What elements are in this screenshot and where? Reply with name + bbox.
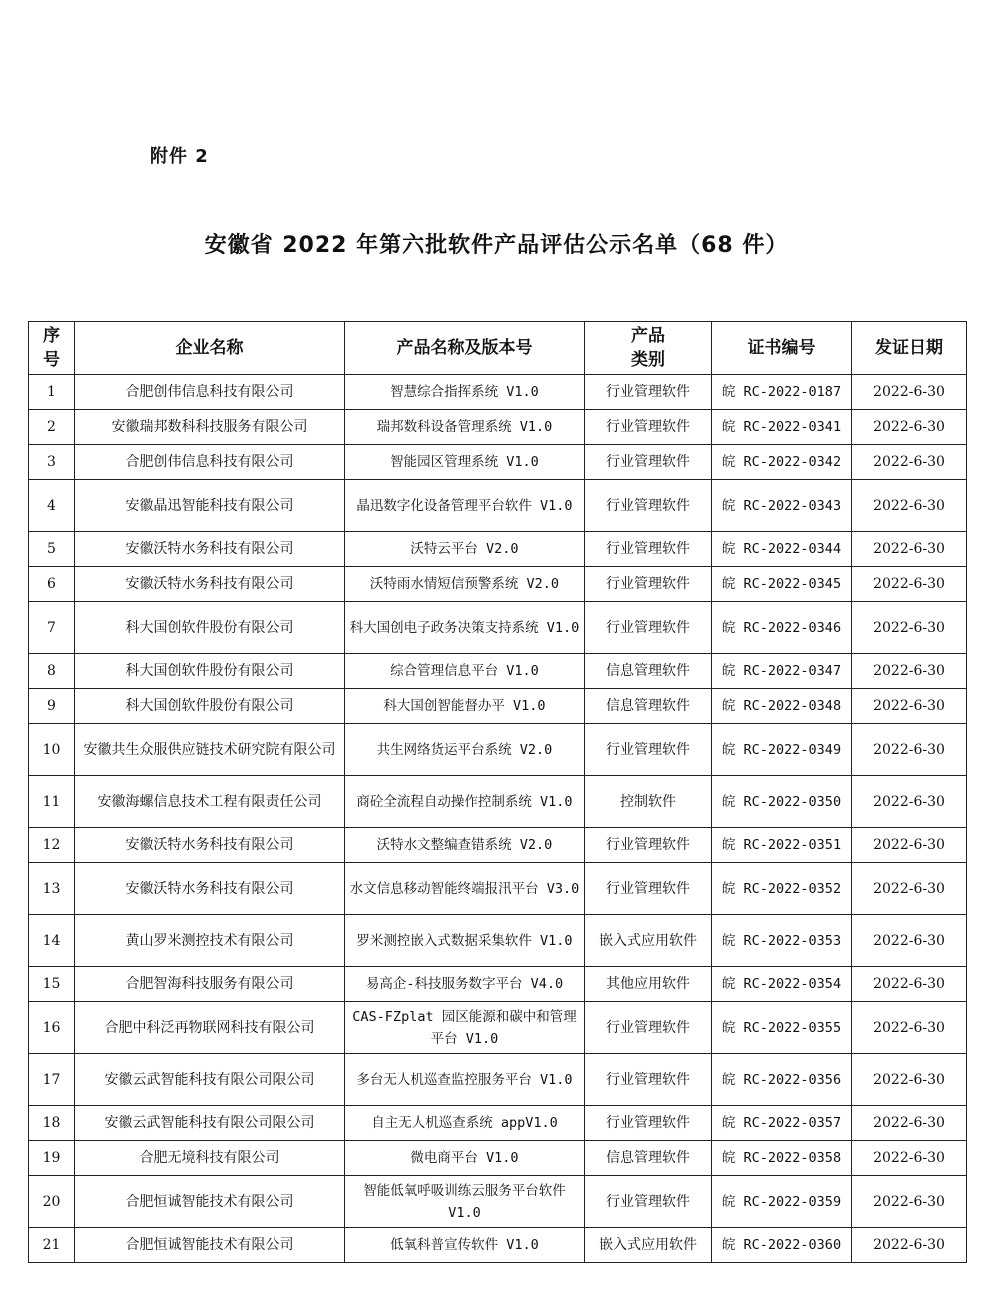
cell-cert: 皖 RC-2022-0347 — [712, 654, 852, 689]
cell-seq: 16 — [29, 1002, 75, 1054]
cell-category: 行业管理软件 — [585, 1054, 712, 1106]
cell-product: 低氧科普宣传软件 V1.0 — [345, 1228, 585, 1263]
header-date: 发证日期 — [852, 322, 967, 375]
table-row — [29, 1228, 967, 1263]
cell-company: 安徽晶迅智能科技有限公司 — [75, 480, 345, 532]
header-category-line1: 产品 — [631, 326, 665, 346]
cell-product: 沃特雨水情短信预警系统 V2.0 — [345, 567, 585, 602]
cell-seq: 11 — [29, 776, 75, 828]
cell-cert: 皖 RC-2022-0358 — [712, 1141, 852, 1176]
cell-seq: 6 — [29, 567, 75, 602]
cell-company: 合肥创伟信息科技有限公司 — [75, 445, 345, 480]
cell-company: 安徽云武智能科技有限公司限公司 — [75, 1054, 345, 1106]
cell-company: 安徽沃特水务科技有限公司 — [75, 863, 345, 915]
cell-seq: 9 — [29, 689, 75, 724]
table-row — [29, 375, 967, 410]
cell-company: 合肥恒诚智能技术有限公司 — [75, 1228, 345, 1263]
cell-product: 智慧综合指挥系统 V1.0 — [345, 375, 585, 410]
cell-cert: 皖 RC-2022-0356 — [712, 1054, 852, 1106]
cell-category: 行业管理软件 — [585, 480, 712, 532]
cell-cert: 皖 RC-2022-0354 — [712, 967, 852, 1002]
cell-cert: 皖 RC-2022-0341 — [712, 410, 852, 445]
table-row — [29, 689, 967, 724]
cell-date: 2022-6-30 — [852, 1228, 967, 1263]
table-row — [29, 915, 967, 967]
table-row — [29, 445, 967, 480]
cell-category: 嵌入式应用软件 — [585, 915, 712, 967]
cell-cert: 皖 RC-2022-0357 — [712, 1106, 852, 1141]
cell-company: 安徽共生众服供应链技术研究院有限公司 — [75, 724, 345, 776]
table-header-row — [29, 322, 967, 375]
cell-seq: 10 — [29, 724, 75, 776]
table-row — [29, 828, 967, 863]
cell-date: 2022-6-30 — [852, 375, 967, 410]
cell-product: 沃特水文整编查错系统 V2.0 — [345, 828, 585, 863]
software-product-table — [28, 321, 967, 1263]
table-row — [29, 532, 967, 567]
cell-cert: 皖 RC-2022-0344 — [712, 532, 852, 567]
table-row — [29, 1054, 967, 1106]
cell-product: 晶迅数字化设备管理平台软件 V1.0 — [345, 480, 585, 532]
cell-product: 自主无人机巡查系统 appV1.0 — [345, 1106, 585, 1141]
cell-category: 行业管理软件 — [585, 1176, 712, 1228]
cell-cert: 皖 RC-2022-0350 — [712, 776, 852, 828]
header-category-line2: 类别 — [631, 350, 665, 370]
table-row — [29, 480, 967, 532]
cell-seq: 12 — [29, 828, 75, 863]
cell-date: 2022-6-30 — [852, 967, 967, 1002]
table-row — [29, 1106, 967, 1141]
cell-category: 信息管理软件 — [585, 1141, 712, 1176]
cell-cert: 皖 RC-2022-0360 — [712, 1228, 852, 1263]
table-row — [29, 602, 967, 654]
cell-category: 行业管理软件 — [585, 863, 712, 915]
cell-company: 科大国创软件股份有限公司 — [75, 654, 345, 689]
cell-seq: 20 — [29, 1176, 75, 1228]
cell-date: 2022-6-30 — [852, 1106, 967, 1141]
cell-date: 2022-6-30 — [852, 689, 967, 724]
cell-company: 科大国创软件股份有限公司 — [75, 689, 345, 724]
cell-company: 合肥恒诚智能技术有限公司 — [75, 1176, 345, 1228]
cell-product: 智能低氧呼吸训练云服务平台软件 V1.0 — [345, 1176, 585, 1228]
cell-seq: 21 — [29, 1228, 75, 1263]
cell-seq: 4 — [29, 480, 75, 532]
document-title: 安徽省 2022 年第六批软件产品评估公示名单（68 件） — [204, 233, 789, 258]
cell-date: 2022-6-30 — [852, 776, 967, 828]
header-cert: 证书编号 — [712, 322, 852, 375]
header-seq-line2: 号 — [43, 350, 60, 370]
table-row — [29, 410, 967, 445]
cell-category: 行业管理软件 — [585, 828, 712, 863]
cell-seq: 13 — [29, 863, 75, 915]
cell-seq: 17 — [29, 1054, 75, 1106]
cell-date: 2022-6-30 — [852, 828, 967, 863]
header-product: 产品名称及版本号 — [345, 322, 585, 375]
cell-company: 安徽沃特水务科技有限公司 — [75, 567, 345, 602]
cell-date: 2022-6-30 — [852, 445, 967, 480]
cell-date: 2022-6-30 — [852, 602, 967, 654]
cell-date: 2022-6-30 — [852, 1002, 967, 1054]
table-row — [29, 863, 967, 915]
cell-date: 2022-6-30 — [852, 567, 967, 602]
cell-product: 易高企-科技服务数字平台 V4.0 — [345, 967, 585, 1002]
cell-seq: 8 — [29, 654, 75, 689]
cell-date: 2022-6-30 — [852, 532, 967, 567]
cell-category: 行业管理软件 — [585, 532, 712, 567]
cell-cert: 皖 RC-2022-0355 — [712, 1002, 852, 1054]
cell-company: 科大国创软件股份有限公司 — [75, 602, 345, 654]
table-row — [29, 1002, 967, 1054]
cell-date: 2022-6-30 — [852, 654, 967, 689]
cell-category: 行业管理软件 — [585, 410, 712, 445]
cell-category: 行业管理软件 — [585, 1106, 712, 1141]
header-seq — [29, 322, 75, 375]
cell-date: 2022-6-30 — [852, 915, 967, 967]
cell-company: 安徽沃特水务科技有限公司 — [75, 828, 345, 863]
cell-category: 行业管理软件 — [585, 724, 712, 776]
cell-date: 2022-6-30 — [852, 724, 967, 776]
cell-company: 安徽云武智能科技有限公司限公司 — [75, 1106, 345, 1141]
table-row — [29, 1141, 967, 1176]
cell-product: 科大国创电子政务决策支持系统 V1.0 — [345, 602, 585, 654]
attachment-label: 附件 2 — [150, 146, 209, 167]
cell-category: 控制软件 — [585, 776, 712, 828]
cell-date: 2022-6-30 — [852, 480, 967, 532]
cell-seq: 14 — [29, 915, 75, 967]
cell-product: 科大国创智能督办平 V1.0 — [345, 689, 585, 724]
cell-product: CAS-FZplat 园区能源和碳中和管理平台 V1.0 — [345, 1002, 585, 1054]
cell-category: 行业管理软件 — [585, 567, 712, 602]
cell-date: 2022-6-30 — [852, 1054, 967, 1106]
cell-company: 合肥创伟信息科技有限公司 — [75, 375, 345, 410]
cell-category: 行业管理软件 — [585, 602, 712, 654]
cell-seq: 2 — [29, 410, 75, 445]
cell-company: 黄山罗米测控技术有限公司 — [75, 915, 345, 967]
cell-category: 行业管理软件 — [585, 1002, 712, 1054]
table-row — [29, 567, 967, 602]
cell-category: 信息管理软件 — [585, 689, 712, 724]
cell-seq: 19 — [29, 1141, 75, 1176]
cell-seq: 3 — [29, 445, 75, 480]
cell-cert: 皖 RC-2022-0352 — [712, 863, 852, 915]
cell-company: 安徽瑞邦数科科技服务有限公司 — [75, 410, 345, 445]
cell-product: 智能园区管理系统 V1.0 — [345, 445, 585, 480]
cell-cert: 皖 RC-2022-0359 — [712, 1176, 852, 1228]
cell-company: 安徽沃特水务科技有限公司 — [75, 532, 345, 567]
cell-cert: 皖 RC-2022-0187 — [712, 375, 852, 410]
cell-cert: 皖 RC-2022-0348 — [712, 689, 852, 724]
cell-category: 其他应用软件 — [585, 967, 712, 1002]
cell-seq: 18 — [29, 1106, 75, 1141]
cell-date: 2022-6-30 — [852, 863, 967, 915]
cell-category: 行业管理软件 — [585, 445, 712, 480]
cell-category: 嵌入式应用软件 — [585, 1228, 712, 1263]
cell-seq: 5 — [29, 532, 75, 567]
cell-seq: 7 — [29, 602, 75, 654]
cell-cert: 皖 RC-2022-0349 — [712, 724, 852, 776]
cell-date: 2022-6-30 — [852, 1176, 967, 1228]
cell-product: 罗米测控嵌入式数据采集软件 V1.0 — [345, 915, 585, 967]
table-row — [29, 776, 967, 828]
cell-product: 综合管理信息平台 V1.0 — [345, 654, 585, 689]
cell-category: 信息管理软件 — [585, 654, 712, 689]
cell-cert: 皖 RC-2022-0351 — [712, 828, 852, 863]
cell-company: 安徽海螺信息技术工程有限责任公司 — [75, 776, 345, 828]
cell-cert: 皖 RC-2022-0343 — [712, 480, 852, 532]
cell-product: 沃特云平台 V2.0 — [345, 532, 585, 567]
cell-product: 水文信息移动智能终端报汛平台 V3.0 — [345, 863, 585, 915]
cell-product: 多台无人机巡查监控服务平台 V1.0 — [345, 1054, 585, 1106]
header-category — [585, 322, 712, 375]
header-seq-line1: 序 — [43, 326, 60, 346]
cell-company: 合肥无境科技有限公司 — [75, 1141, 345, 1176]
cell-seq: 1 — [29, 375, 75, 410]
cell-category: 行业管理软件 — [585, 375, 712, 410]
cell-seq: 15 — [29, 967, 75, 1002]
cell-cert: 皖 RC-2022-0346 — [712, 602, 852, 654]
cell-product: 共生网络货运平台系统 V2.0 — [345, 724, 585, 776]
table-row — [29, 1176, 967, 1228]
cell-product: 商砼全流程自动操作控制系统 V1.0 — [345, 776, 585, 828]
cell-company: 合肥智海科技服务有限公司 — [75, 967, 345, 1002]
table-row — [29, 654, 967, 689]
table-row — [29, 724, 967, 776]
cell-company: 合肥中科泛再物联网科技有限公司 — [75, 1002, 345, 1054]
cell-date: 2022-6-30 — [852, 410, 967, 445]
header-company: 企业名称 — [75, 322, 345, 375]
cell-cert: 皖 RC-2022-0342 — [712, 445, 852, 480]
cell-cert: 皖 RC-2022-0353 — [712, 915, 852, 967]
table-row — [29, 967, 967, 1002]
cell-product: 微电商平台 V1.0 — [345, 1141, 585, 1176]
cell-date: 2022-6-30 — [852, 1141, 967, 1176]
cell-cert: 皖 RC-2022-0345 — [712, 567, 852, 602]
cell-product: 瑞邦数科设备管理系统 V1.0 — [345, 410, 585, 445]
